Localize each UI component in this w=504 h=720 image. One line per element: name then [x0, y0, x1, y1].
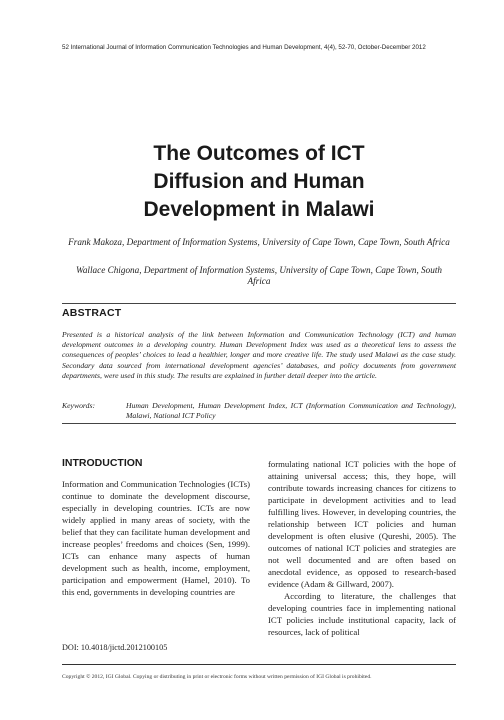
right-column	[268, 458, 456, 638]
title-line: Development in Malawi	[143, 198, 375, 221]
abstract-text: Presented is a historical analysis of the link between Information and Communication Technology (ICT) and human development outcomes in a developing country. Human Development Index was used as a theoretical lens to assess the consequences of peoples’ choices to lead a healthier, longer and more creative life. The study used Malawi as the case study. Secondary data sourced from international development agencies’ databases, and policy documents from government departments, were used in this study. The results are explained in further detail deeper into the article.	[62, 330, 456, 380]
title-line: Diffusion and Human	[153, 170, 365, 193]
abstract-bottom-rule	[62, 423, 456, 424]
intro-paragraph: formulating national ICT policies with the hope of attaining universal access; this, they hope, will contribute towards increasing chances for citizens to participate in development activities and to lead fulfilling lives. However, in developing countries, the relationship between ICT policies and human development is often elusive (Qureshi, 2005). The outcomes of national ICT policies and strategies are not well documented and are often based on anecdotal evidence, as opposed to research-based evidence (Adam & Gillward, 2007).	[268, 459, 456, 589]
doi: DOI: 10.4018/jictd.2012100105	[62, 643, 168, 652]
author-affiliation: Wallace Chigona, Department of Information Systems, University of Cape Town, Cape Town, South Africa	[76, 265, 442, 286]
author-affiliation: Frank Makoza, Department of Information Systems, University of Cape Town, Cape Town, South Africa	[68, 237, 450, 247]
intro-paragraph: Information and Communication Technologies (ICTs) continue to dominate the development discourse, especially in developing countries. ICTs are now widely applied in many areas of society, with the belief that they can facilitate human development and increase peoples’ freedoms and choices (Sen, 1999). ICTs can enhance many aspects of human development such as health, income, employment, participation and empowerment (Hamel, 2010). To this end, governments in developing countries are	[62, 479, 250, 597]
abstract-heading: ABSTRACT	[62, 307, 122, 319]
left-column	[62, 478, 250, 598]
title-line: The Outcomes of ICT	[153, 142, 365, 165]
intro-paragraph: According to literature, the challenges that developing countries face in implementing national ICT policies include institutional capacity, lack of resources, lack of political	[268, 591, 456, 637]
introduction-heading: INTRODUCTION	[62, 457, 143, 469]
keywords-text: Human Development, Human Development Index, ICT (Information Communication and Technology), Malawi, National ICT Policy	[126, 401, 456, 421]
footer-rule	[62, 664, 456, 665]
keywords-label: Keywords:	[62, 401, 96, 410]
article-title	[62, 140, 456, 224]
abstract-top-rule	[62, 303, 456, 304]
copyright-notice: Copyright © 2012, IGI Global. Copying or distributing in print or electronic forms without written permission of IGI Global is prohibited.	[62, 674, 372, 680]
running-header: 52 International Journal of Information Communication Technologies and Human Development, 4(4), 52-70, October-December 2012	[62, 44, 426, 51]
